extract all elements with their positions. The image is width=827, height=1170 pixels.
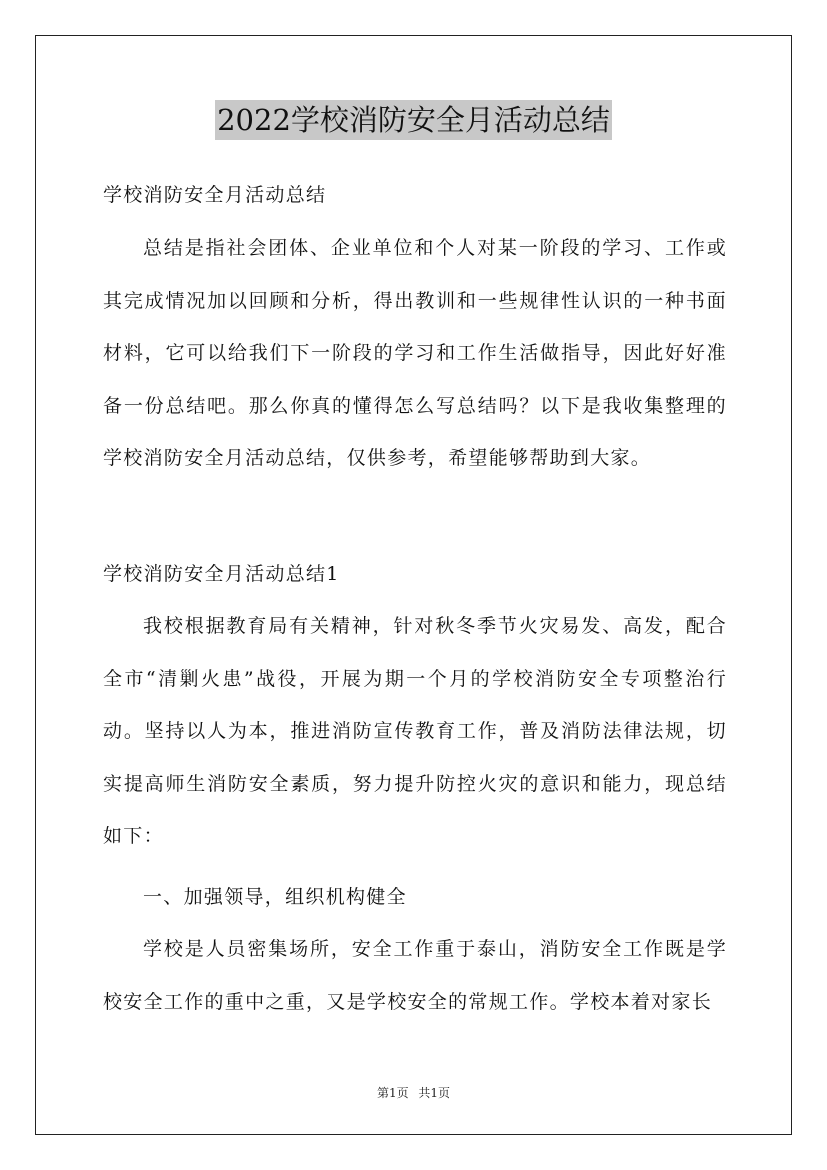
page-footer xyxy=(0,1085,827,1101)
page-number: 第1页 xyxy=(376,1086,409,1100)
document-title: 2022学校消防安全月活动总结 xyxy=(215,100,612,140)
section-title: 学校消防安全月活动总结1 xyxy=(103,563,340,585)
document-subtitle: 学校消防安全月活动总结 xyxy=(103,184,327,206)
heading-1: 一、加强领导，组织机构健全 xyxy=(143,886,407,908)
heading-1-paragraph: 学校是人员密集场所，安全工作重于泰山，消防安全工作既是学校安全工作的重中之重，又是学校安全的常规工作。学校本着对家长 xyxy=(103,938,727,1013)
page-total: 共1页 xyxy=(418,1086,451,1100)
intro-paragraph: 总结是指社会团体、企业单位和个人对某一阶段的学习、工作或其完成情况加以回顾和分析，得出教训和一些规律性认识的一种书面材料，它可以给我们下一阶段的学习和工作生活做指导，因此好好准备一份总结吧。那么你真的懂得怎么写总结吗？以下是我收集整理的学校消防安全月活动总结，仅供参考，希望能够帮助到大家。 xyxy=(103,237,727,469)
title-container xyxy=(0,100,827,140)
section-paragraph: 我校根据教育局有关精神，针对秋冬季节火灾易发、高发，配合全市“清剿火患”战役，开展为期一个月的学校消防安全专项整治行动。坚持以人为本，推进消防宣传教育工作，普及消防法律法规，切实提高师生消防安全素质，努力提升防控火灾的意识和能力，现总结如下： xyxy=(103,615,727,847)
